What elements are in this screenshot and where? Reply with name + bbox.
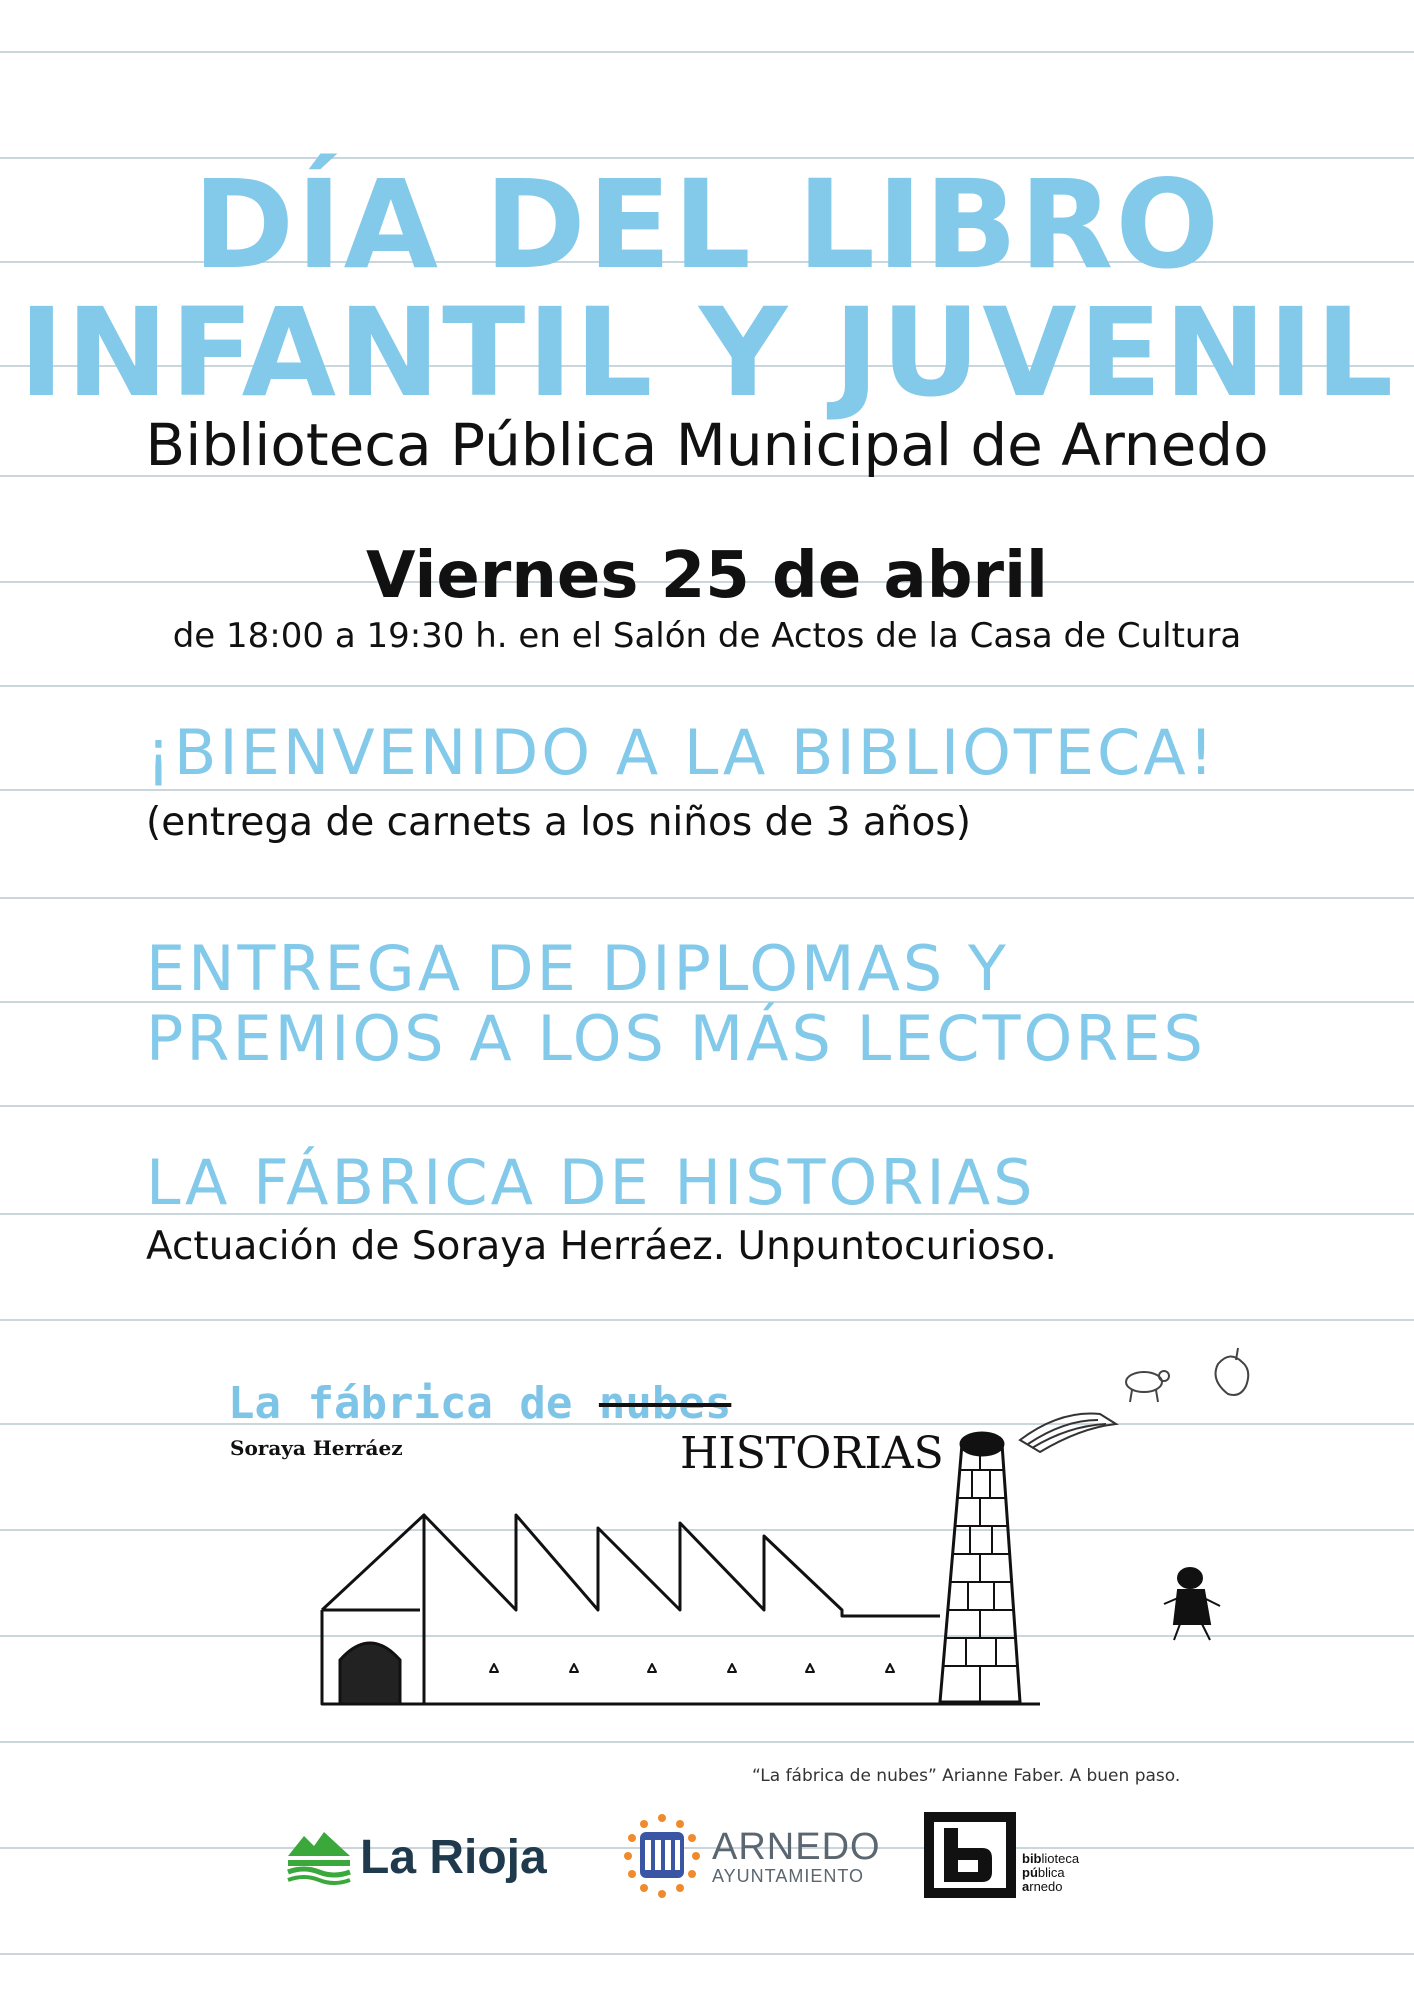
illustration-credit: “La fábrica de nubes” Arianne Faber. A buen paso. (752, 1766, 1181, 1786)
poster-title-line2: INFANTIL Y JUVENIL (18, 282, 1396, 424)
la-rioja-logo-text: La Rioja (360, 1831, 547, 1884)
illustration-title (228, 1378, 731, 1429)
section-welcome-title: ¡BIENVENIDO A LA BIBLIOTECA! (146, 716, 1217, 789)
arnedo-logo-sub: AYUNTAMIENTO (712, 1866, 865, 1886)
arnedo-logo-name: ARNEDO (712, 1826, 881, 1868)
illustration-title-struck: nubes (598, 1378, 732, 1429)
illustration-title-prefix: La fábrica de (228, 1378, 573, 1429)
poster-title-line1: DÍA DEL LIBRO (192, 154, 1222, 296)
event-time-place: de 18:00 a 19:30 h. en el Salón de Actos de la Casa de Cultura (172, 616, 1242, 656)
section-welcome-desc: (entrega de carnets a los niños de 3 años) (146, 800, 971, 845)
section-diplomas-title-line2: PREMIOS A LOS MÁS LECTORES (146, 1002, 1206, 1075)
biblioteca-b-logo-icon (922, 1810, 1018, 1900)
library-name: Biblioteca Pública Municipal de Arnedo (145, 411, 1269, 479)
section-diplomas-title-line1: ENTREGA DE DIPLOMAS Y (146, 932, 1009, 1005)
event-date: Viernes 25 de abril (366, 539, 1048, 613)
la-rioja-logo-icon (284, 1826, 354, 1886)
section-stories-title: LA FÁBRICA DE HISTORIAS (146, 1146, 1036, 1219)
biblioteca-logo-text: biblioteca pública arnedo (1022, 1851, 1080, 1894)
arnedo-coat-of-arms-icon (622, 1812, 702, 1898)
section-stories-desc: Actuación de Soraya Herráez. Unpuntocurioso. (146, 1224, 1057, 1269)
illustration-replacement-word: HISTORIAS (680, 1428, 944, 1479)
illustration-author: Soraya Herráez (230, 1436, 403, 1460)
